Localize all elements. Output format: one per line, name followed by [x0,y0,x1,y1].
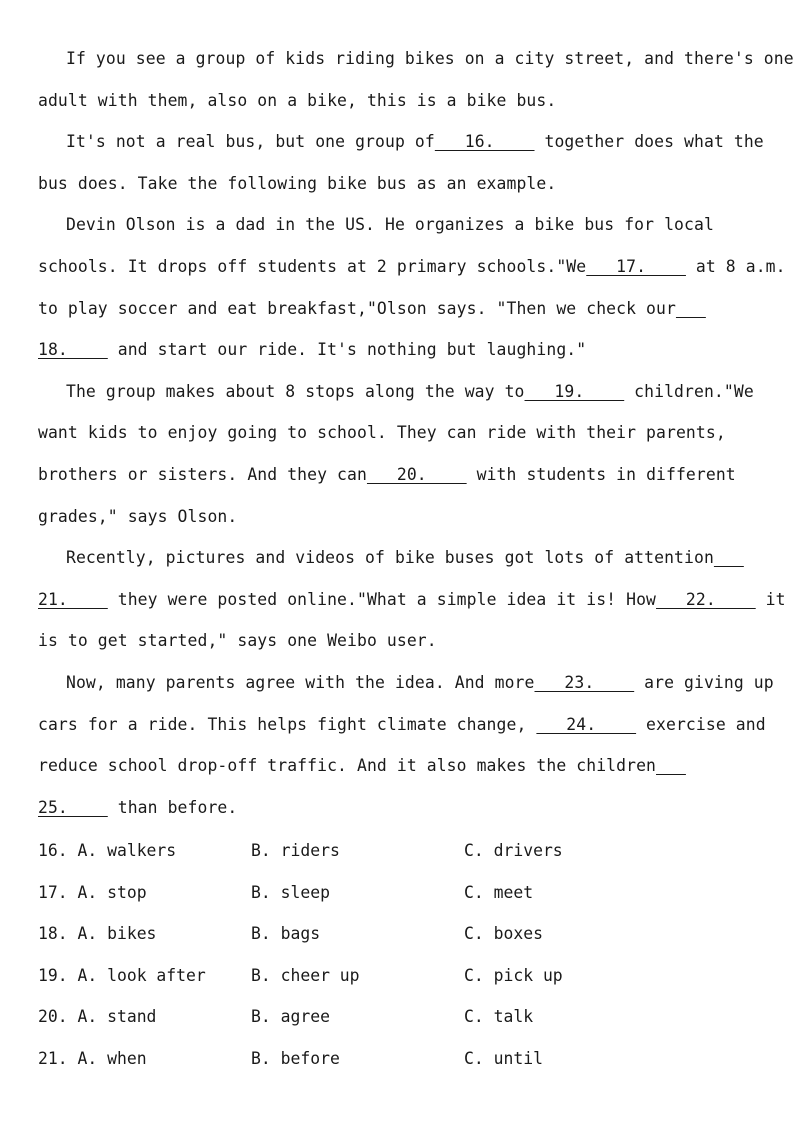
passage-line [38,583,786,625]
question-row [38,1042,758,1084]
answer-blank: 24. [536,714,637,734]
question-row [38,876,758,918]
passage-line [38,541,758,583]
passage-text: with students in different [466,464,736,484]
option-c: C. meet [464,882,534,902]
passage-text: want kids to enjoy going to school. They can ride with their parents, [38,423,726,443]
passage-text: children."We [624,381,754,401]
passage-line [38,458,758,500]
option-c: C. talk [464,1007,534,1027]
answer-blank [656,756,686,775]
option-a [38,1000,156,1034]
passage-line [38,167,758,209]
question-row [38,959,758,1001]
option-a-text: A. stand [77,1007,157,1027]
passage-text: grades," says Olson. [38,506,238,526]
option-c: C. drivers [464,841,563,860]
passage-line [38,791,758,833]
passage-text: they were posted online."What a simple idea it is! How [107,589,657,609]
passage-text: at 8 a.m. [685,256,786,276]
passage-text: and start our ride. It's nothing but laughing." [107,340,587,360]
option-c: C. until [464,1048,543,1068]
answer-options [38,834,758,1084]
passage-text: schools. It drops off students at 2 primary schools."We [38,256,587,276]
passage-text: are giving up [634,672,774,692]
answer-blank: 16. [434,132,535,152]
option-a [38,959,206,993]
option-c: C. pick up [464,965,563,985]
answer-blank [676,299,706,318]
passage-text: bus does. Take the following bike bus as an example. [38,173,557,193]
option-a-text: A. stop [77,882,147,902]
passage-line [38,292,758,334]
passage-text: Recently, pictures and videos of bike buses got lots of attention [66,548,714,568]
question-row [38,917,758,959]
option-b: B. riders [251,841,340,860]
question-number: 16. [38,841,68,860]
passage-line [38,749,758,791]
option-a-text: A. bikes [77,924,157,944]
option-a-text: A. look after [77,965,206,985]
question-row [38,834,758,876]
option-a-text: A. walkers [77,841,177,860]
passage-line [38,84,758,126]
passage-text: adult with them, also on a bike, this is a bike bus. [38,90,557,110]
answer-blank: 18. [38,340,108,360]
option-c: C. boxes [464,924,543,944]
option-b: B. before [251,1048,340,1068]
passage-line [38,624,758,666]
passage-text: If you see a group of kids riding bikes on a city street, and there's one [66,49,794,68]
passage-text: exercise and [636,714,766,734]
passage-text: it [755,589,786,609]
option-a [38,834,176,868]
option-a [38,876,147,910]
answer-blank: 19. [524,381,625,401]
answer-blank [714,548,744,567]
passage-text: brothers or sisters. And they can [38,464,367,484]
passage-line [38,125,764,167]
passage-text: The group makes about 8 stops along the way to [66,381,525,401]
cloze-passage [38,42,794,832]
passage-line [38,333,758,375]
passage-text: than before. [107,797,238,817]
passage-text: to play soccer and eat breakfast,"Olson says. "Then we check our [38,298,676,318]
passage-line [38,375,758,417]
passage-text: cars for a ride. This helps fight climate change, [38,714,537,734]
passage-line [38,416,758,458]
question-number: 19. [38,965,68,985]
option-a [38,917,156,951]
passage-line [38,500,758,542]
question-number: 20. [38,1007,68,1027]
option-b: B. sleep [251,882,330,902]
option-a [38,1042,147,1076]
passage-text: It's not a real bus, but one group of [66,132,435,152]
passage-text: is to get started," says one Weibo user. [38,631,437,651]
answer-blank: 23. [534,672,635,692]
passage-text: reduce school drop-off traffic. And it also makes the children [38,756,657,776]
answer-blank: 21. [38,589,108,609]
question-number: 18. [38,924,68,944]
answer-blank: 20. [366,464,467,484]
option-b: B. cheer up [251,965,360,985]
passage-line [38,666,774,708]
question-row [38,1000,758,1042]
answer-blank: 22. [656,589,756,609]
passage-text: Now, many parents agree with the idea. And more [66,672,535,692]
answer-blank: 17. [586,256,686,276]
answer-blank: 25. [38,797,108,817]
option-b: B. agree [251,1007,330,1027]
passage-line [38,42,794,84]
question-number: 17. [38,882,68,902]
option-a-text: A. when [77,1048,147,1068]
passage-text: together does what the [534,132,764,152]
passage-line [38,208,758,250]
option-b: B. bags [251,924,321,944]
question-number: 21. [38,1048,68,1068]
passage-line [38,250,786,292]
passage-text: Devin Olson is a dad in the US. He organizes a bike bus for local [66,215,714,235]
passage-line [38,708,766,750]
